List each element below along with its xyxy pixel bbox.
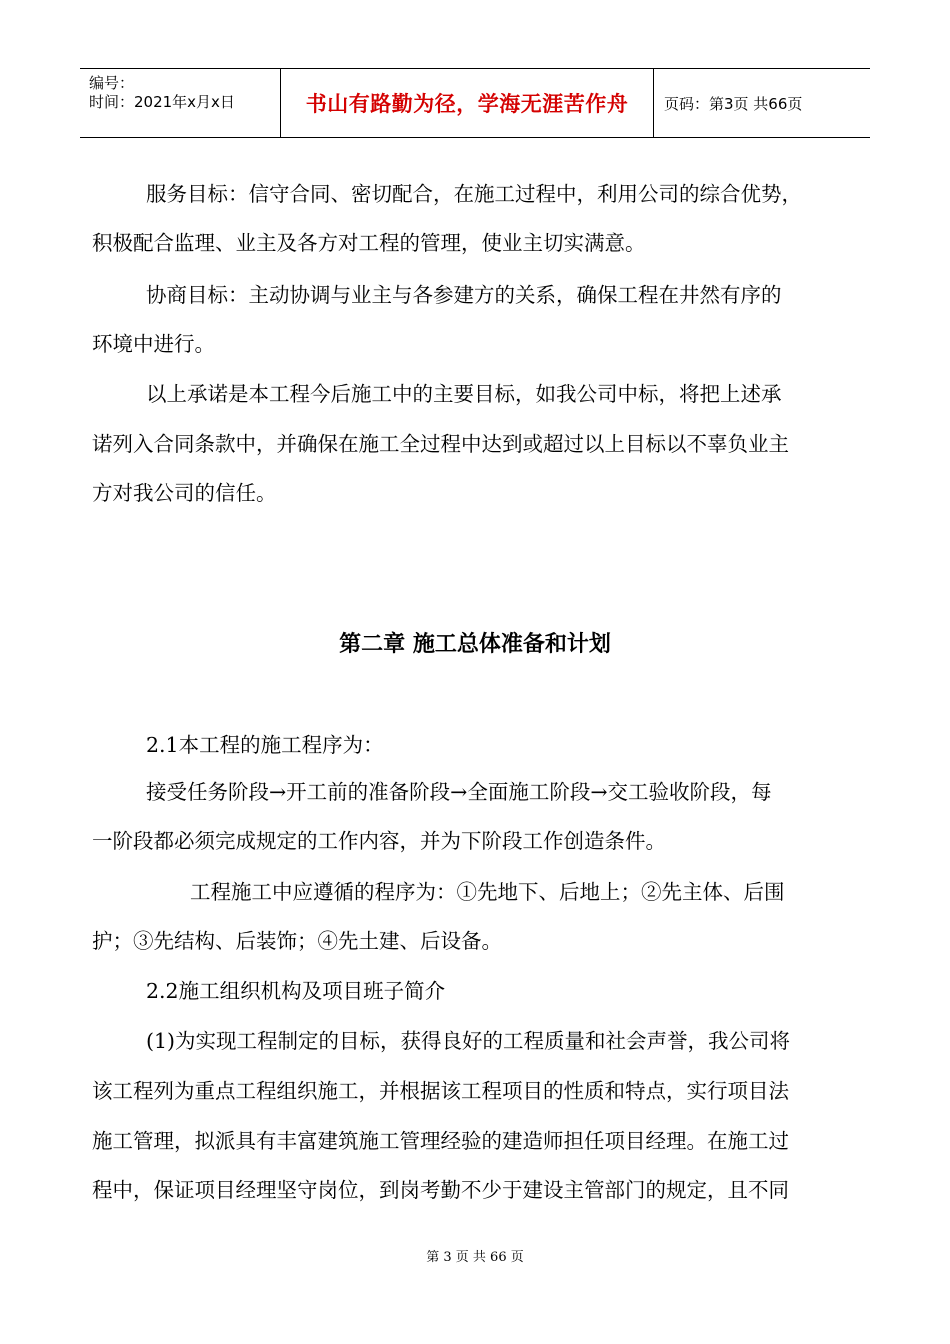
header-motto: 书山有路勤为径，学海无涯苦作舟 <box>305 92 629 116</box>
section-heading: 2.1本工程的施工程序为： <box>146 733 384 757</box>
body-line: 方对我公司的信任。 <box>92 481 277 505</box>
header-number-label: 编号： <box>89 74 135 92</box>
header-page-info: 页码：第3页 共66页 <box>664 94 803 113</box>
body-line: 程中，保证项目经理坚守岗位，到岗考勤不少于建设主管部门的规定，且不同 <box>92 1178 789 1202</box>
section-heading: 2.2施工组织机构及项目班子简介 <box>146 979 446 1003</box>
body-line: 该工程列为重点工程组织施工，并根据该工程项目的性质和特点，实行项目法 <box>92 1079 789 1103</box>
document-header <box>80 68 870 138</box>
body-line: 一阶段都必须完成规定的工作内容，并为下阶段工作创造条件。 <box>92 829 666 853</box>
body-line: 诺列入合同条款中，并确保在施工全过程中达到或超过以上目标以不辜负业主 <box>92 432 789 456</box>
body-line: 施工管理，拟派具有丰富建筑施工管理经验的建造师担任项目经理。在施工过 <box>92 1129 789 1153</box>
body-line: 积极配合监理、业主及各方对工程的管理，使业主切实满意。 <box>92 231 646 255</box>
body-line: 以上承诺是本工程今后施工中的主要目标，如我公司中标，将把上述承 <box>146 382 782 406</box>
body-line: 接受任务阶段→开工前的准备阶段→全面施工阶段→交工验收阶段，每 <box>146 780 772 804</box>
body-line: (1)为实现工程制定的目标，获得良好的工程质量和社会声誉，我公司将 <box>146 1029 791 1053</box>
page-footer: 第 3 页 共 66 页 <box>426 1250 524 1265</box>
header-meta-cell <box>80 69 281 137</box>
header-date-label: 时间：2021年x月x日 <box>89 93 235 111</box>
body-line: 环境中进行。 <box>92 332 215 356</box>
body-line: 协商目标：主动协调与业主与各参建方的关系，确保工程在井然有序的 <box>146 283 782 307</box>
header-page-cell <box>654 69 870 137</box>
header-motto-cell <box>281 69 654 137</box>
chapter-title: 第二章 施工总体准备和计划 <box>339 632 611 657</box>
body-line: 服务目标：信守合同、密切配合，在施工过程中，利用公司的综合优势， <box>146 182 802 206</box>
body-line: 护；③先结构、后装饰；④先土建、后设备。 <box>92 929 502 953</box>
body-line: 工程施工中应遵循的程序为：①先地下、后地上；②先主体、后围 <box>190 880 785 904</box>
